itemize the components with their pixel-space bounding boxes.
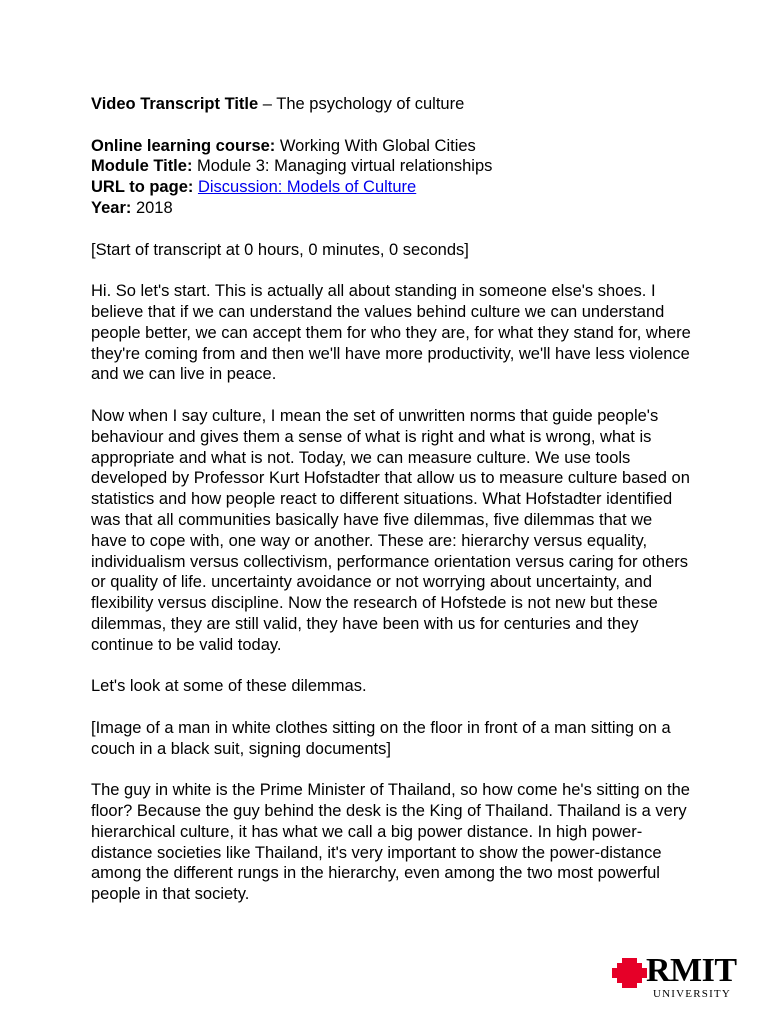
logo-pixel	[637, 978, 642, 983]
course-value: Working With Global Cities	[275, 136, 476, 155]
logo-pixel	[612, 973, 617, 978]
transcript-paragraph: Hi. So let's start. This is actually all about standing in someone else's shoes. I believe that if we can understand the values behind culture we can understand people better, we can accept them for who they are, for what they stand for, where they're coming from and then we'll have more productivity, we'll have less violence and we can live in peace.	[91, 282, 691, 384]
url-line	[91, 177, 691, 198]
logo-pixel	[632, 973, 637, 978]
rmit-logo	[612, 952, 740, 1004]
logo-pixel	[622, 983, 627, 988]
transcript-paragraph: Let's look at some of these dilemmas.	[91, 677, 367, 696]
transcript-paragraph: The guy in white is the Prime Minister of Thailand, so how come he's sitting on the floor? Because the guy behind the desk is the King of Thailand. Thailand is a very hierarchical culture, it has what we call a big power distance. In high power-distance societies like Thailand, it's very important to show the power-distance among the different rungs in the hierarchy, even among the two most powerful people in that society.	[91, 781, 690, 904]
logo-pixel	[632, 958, 637, 963]
logo-pixel	[627, 963, 632, 968]
logo-pixel	[617, 963, 622, 968]
logo-pixel	[637, 968, 642, 973]
metadata-block	[91, 136, 691, 219]
logo-pixel	[627, 968, 632, 973]
logo-pixel	[632, 978, 637, 983]
logo-wordmark: RMIT	[646, 952, 737, 989]
title-line	[91, 94, 691, 115]
logo-pixel	[622, 973, 627, 978]
title-label: Video Transcript Title	[91, 95, 259, 113]
course-line	[91, 136, 691, 157]
logo-pixel	[617, 968, 622, 973]
logo-pixel	[617, 973, 622, 978]
logo-pixel	[632, 968, 637, 973]
transcript-document	[91, 94, 691, 926]
url-label: URL to page:	[91, 178, 194, 197]
transcript-start-marker: [Start of transcript at 0 hours, 0 minutes, 0 seconds]	[91, 240, 469, 259]
image-description: [Image of a man in white clothes sitting on the floor in front of a man sitting on a couch in a black suit, signing documents]	[91, 718, 671, 758]
discussion-link[interactable]: Discussion: Models of Culture	[197, 178, 417, 197]
logo-pixel	[637, 963, 642, 968]
logo-subtext: UNIVERSITY	[653, 988, 731, 1000]
logo-pixel	[627, 983, 632, 988]
year-label: Year:	[91, 198, 132, 217]
logo-pixel	[622, 958, 627, 963]
logo-pixel	[622, 963, 627, 968]
logo-pixel	[637, 973, 642, 978]
module-label: Module Title:	[91, 157, 193, 176]
module-value: Module 3: Managing virtual relationships	[192, 157, 493, 176]
logo-pixel	[632, 963, 637, 968]
logo-pixel	[627, 958, 632, 963]
logo-pixel	[622, 968, 627, 973]
title-separator: –	[258, 95, 277, 113]
transcript-paragraph: Now when I say culture, I mean the set of unwritten norms that guide people's behaviour and gives them a sense of what is right and what is wrong, what is appropriate and what is not. Today, we can measure culture. We use tools developed by Professor Kurt Hofstadter that allow us to measure culture based on statistics and how people react to different situations. What Hofstadter identified was that all communities basically have five dilemmas, five dilemmas that we have to cope with, one way or another. These are: hierarchy versus equality, individualism versus collectivism, performance orientation versus caring for others or quality of life. uncertainty avoidance or not worrying about uncertainty, and flexibility versus discipline. Now the research of Hofstede is not new but these dilemmas, they are still valid, they have been with us for centuries and they continue to be valid today.	[91, 406, 690, 654]
logo-pixel	[627, 973, 632, 978]
logo-pixel	[612, 968, 617, 973]
year-line	[91, 198, 691, 219]
logo-pixel	[627, 978, 632, 983]
title-value: The psychology of culture	[276, 95, 465, 113]
logo-pixel	[622, 978, 627, 983]
logo-pixel	[617, 978, 622, 983]
logo-pixel	[632, 983, 637, 988]
module-line	[91, 156, 691, 177]
rmit-pixel-icon	[612, 956, 648, 990]
year-value: 2018	[131, 198, 173, 217]
course-label: Online learning course:	[91, 136, 276, 155]
